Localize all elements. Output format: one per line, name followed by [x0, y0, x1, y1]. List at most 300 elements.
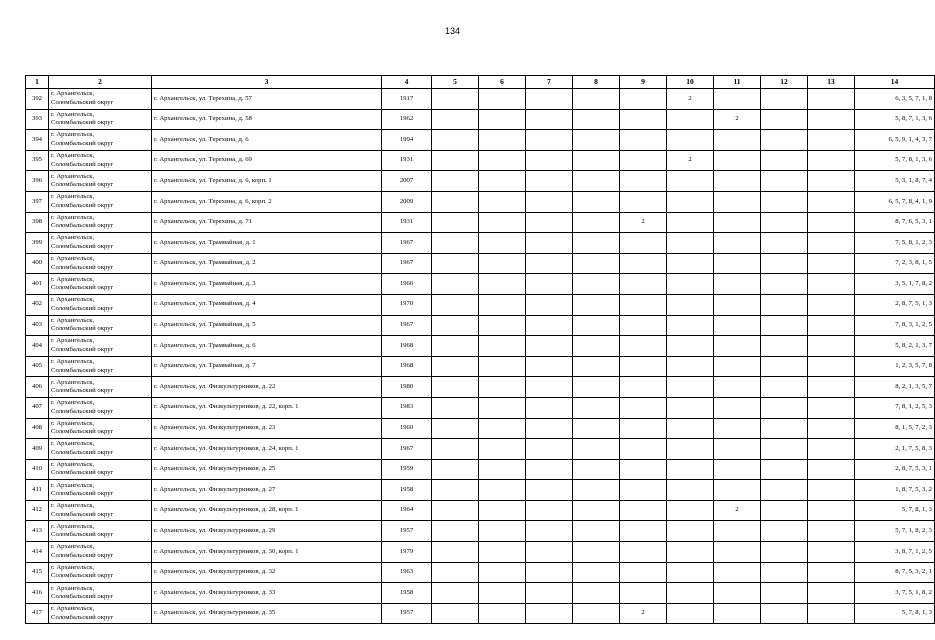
- district-city: г. Архангельск,: [51, 502, 95, 510]
- col9-cell: 2: [620, 603, 667, 624]
- empty-cell: [432, 521, 479, 542]
- empty-cell: [573, 89, 620, 110]
- empty-cell: [573, 356, 620, 377]
- header-row: [26, 76, 935, 89]
- district-area: Соломбальский округ: [51, 613, 114, 621]
- sequence-cell: 7, 8, 3, 1, 2, 5: [855, 315, 935, 336]
- year-cell: 1968: [382, 356, 432, 377]
- empty-cell: [526, 89, 573, 110]
- sequence-cell: 5, 7, 1, 8, 2, 3: [855, 521, 935, 542]
- district-cell: [49, 253, 152, 274]
- address-cell: г. Архангельск, ул. Физкультурников, д. 25: [152, 459, 382, 480]
- col10-cell: [667, 397, 714, 418]
- district-city: г. Архангельск,: [51, 563, 95, 571]
- empty-cell: [808, 377, 855, 398]
- address-cell: г. Архангельск, ул. Физкультурников, д. 22, корп. 1: [152, 397, 382, 418]
- address-cell: г. Архангельск, ул. Физкультурников, д. 23: [152, 418, 382, 439]
- col11-cell: [714, 583, 761, 604]
- district-city: г. Архангельск,: [51, 543, 95, 551]
- district-area: Соломбальский округ: [51, 222, 114, 230]
- empty-cell: [479, 212, 526, 233]
- empty-cell: [479, 130, 526, 151]
- sequence-cell: 8, 2, 1, 3, 5, 7: [855, 377, 935, 398]
- empty-cell: [526, 212, 573, 233]
- column-header: 5: [432, 76, 479, 89]
- district-cell: [49, 500, 152, 521]
- empty-cell: [432, 294, 479, 315]
- col9-cell: [620, 294, 667, 315]
- col11-cell: [714, 377, 761, 398]
- empty-cell: [432, 583, 479, 604]
- sequence-cell: 6, 5, 9, 1, 4, 3, 7: [855, 130, 935, 151]
- year-cell: 1967: [382, 253, 432, 274]
- empty-cell: [808, 130, 855, 151]
- col10-cell: 2: [667, 150, 714, 171]
- empty-cell: [761, 583, 808, 604]
- district-cell: [49, 356, 152, 377]
- empty-cell: [761, 171, 808, 192]
- empty-cell: [761, 459, 808, 480]
- empty-cell: [808, 521, 855, 542]
- empty-cell: [479, 562, 526, 583]
- column-header: 2: [49, 76, 152, 89]
- column-header: 8: [573, 76, 620, 89]
- row-number: 402: [26, 294, 49, 315]
- empty-cell: [432, 439, 479, 460]
- empty-cell: [761, 315, 808, 336]
- col10-cell: [667, 233, 714, 254]
- address-cell: г. Архангельск, ул. Физкультурников, д. 33: [152, 583, 382, 604]
- col11-cell: [714, 253, 761, 274]
- empty-cell: [432, 397, 479, 418]
- col11-cell: [714, 315, 761, 336]
- empty-cell: [808, 109, 855, 130]
- district-city: г. Архангельск,: [51, 234, 95, 242]
- empty-cell: [761, 439, 808, 460]
- year-cell: 1958: [382, 480, 432, 501]
- empty-cell: [432, 212, 479, 233]
- column-header: 14: [855, 76, 935, 89]
- col10-cell: [667, 480, 714, 501]
- col11-cell: [714, 418, 761, 439]
- col9-cell: [620, 500, 667, 521]
- empty-cell: [808, 294, 855, 315]
- table-row: [26, 459, 935, 480]
- empty-cell: [432, 130, 479, 151]
- empty-cell: [479, 274, 526, 295]
- address-cell: г. Архангельск, ул. Трамвайная, д. 3: [152, 274, 382, 295]
- empty-cell: [573, 109, 620, 130]
- district-city: г. Архангельск,: [51, 419, 95, 427]
- empty-cell: [479, 171, 526, 192]
- row-number: 393: [26, 109, 49, 130]
- empty-cell: [432, 336, 479, 357]
- column-header: 4: [382, 76, 432, 89]
- empty-cell: [432, 562, 479, 583]
- empty-cell: [432, 191, 479, 212]
- column-header: 3: [152, 76, 382, 89]
- district-cell: [49, 583, 152, 604]
- year-cell: 1931: [382, 150, 432, 171]
- empty-cell: [526, 274, 573, 295]
- district-city: г. Архангельск,: [51, 131, 95, 139]
- col11-cell: [714, 212, 761, 233]
- empty-cell: [573, 150, 620, 171]
- col11-cell: [714, 562, 761, 583]
- col9-cell: [620, 583, 667, 604]
- empty-cell: [479, 336, 526, 357]
- empty-cell: [808, 439, 855, 460]
- col10-cell: [667, 191, 714, 212]
- row-number: 392: [26, 89, 49, 110]
- year-cell: 1967: [382, 439, 432, 460]
- column-header: 11: [714, 76, 761, 89]
- district-area: Соломбальский округ: [51, 366, 114, 374]
- year-cell: 2007: [382, 171, 432, 192]
- col11-cell: [714, 171, 761, 192]
- district-city: г. Архангельск,: [51, 172, 95, 180]
- row-number: 417: [26, 603, 49, 624]
- col11-cell: [714, 542, 761, 563]
- district-area: Соломбальский округ: [51, 448, 114, 456]
- row-number: 394: [26, 130, 49, 151]
- col9-cell: [620, 542, 667, 563]
- sequence-cell: 2, 1, 7, 5, 8, 3: [855, 439, 935, 460]
- empty-cell: [573, 377, 620, 398]
- empty-cell: [761, 336, 808, 357]
- empty-cell: [761, 356, 808, 377]
- empty-cell: [432, 315, 479, 336]
- empty-cell: [573, 583, 620, 604]
- empty-cell: [761, 542, 808, 563]
- col9-cell: [620, 521, 667, 542]
- district-city: г. Архангельск,: [51, 399, 95, 407]
- empty-cell: [479, 294, 526, 315]
- table-row: [26, 130, 935, 151]
- empty-cell: [526, 418, 573, 439]
- empty-cell: [526, 521, 573, 542]
- district-city: г. Архангельск,: [51, 296, 95, 304]
- district-area: Соломбальский округ: [51, 119, 114, 127]
- empty-cell: [573, 294, 620, 315]
- empty-cell: [573, 130, 620, 151]
- district-city: г. Архангельск,: [51, 584, 95, 592]
- col9-cell: [620, 315, 667, 336]
- empty-cell: [479, 500, 526, 521]
- district-city: г. Архангельск,: [51, 193, 95, 201]
- col11-cell: [714, 397, 761, 418]
- address-cell: г. Архангельск, ул. Трамвайная, д. 5: [152, 315, 382, 336]
- table-row: [26, 377, 935, 398]
- empty-cell: [573, 603, 620, 624]
- sequence-cell: 3, 8, 7, 1, 2, 5: [855, 542, 935, 563]
- address-cell: г. Архангельск, ул. Физкультурников, д. 22: [152, 377, 382, 398]
- empty-cell: [761, 377, 808, 398]
- empty-cell: [808, 336, 855, 357]
- data-table: [25, 75, 935, 624]
- empty-cell: [526, 500, 573, 521]
- empty-cell: [761, 562, 808, 583]
- district-cell: [49, 377, 152, 398]
- col10-cell: [667, 562, 714, 583]
- year-cell: 1959: [382, 459, 432, 480]
- year-cell: 1970: [382, 294, 432, 315]
- table-row: [26, 294, 935, 315]
- empty-cell: [479, 397, 526, 418]
- district-area: Соломбальский округ: [51, 551, 114, 559]
- empty-cell: [526, 109, 573, 130]
- empty-cell: [573, 171, 620, 192]
- empty-cell: [526, 480, 573, 501]
- col11-cell: [714, 521, 761, 542]
- district-cell: [49, 336, 152, 357]
- col10-cell: [667, 336, 714, 357]
- sequence-cell: 5, 8, 2, 1, 3, 7: [855, 336, 935, 357]
- district-city: г. Архангельск,: [51, 316, 95, 324]
- sequence-cell: 8, 7, 5, 3, 2, 1: [855, 562, 935, 583]
- year-cell: 1980: [382, 377, 432, 398]
- empty-cell: [526, 191, 573, 212]
- table-row: [26, 542, 935, 563]
- empty-cell: [761, 480, 808, 501]
- district-area: Соломбальский округ: [51, 139, 114, 147]
- empty-cell: [432, 500, 479, 521]
- empty-cell: [808, 315, 855, 336]
- row-number: 399: [26, 233, 49, 254]
- district-cell: [49, 233, 152, 254]
- empty-cell: [808, 603, 855, 624]
- empty-cell: [432, 356, 479, 377]
- page-number: 134: [444, 26, 461, 36]
- col10-cell: [667, 171, 714, 192]
- district-city: г. Архангельск,: [51, 213, 95, 221]
- empty-cell: [526, 439, 573, 460]
- empty-cell: [808, 89, 855, 110]
- column-header: 9: [620, 76, 667, 89]
- row-number: 396: [26, 171, 49, 192]
- empty-cell: [479, 191, 526, 212]
- empty-cell: [526, 253, 573, 274]
- empty-cell: [479, 480, 526, 501]
- row-number: 415: [26, 562, 49, 583]
- sequence-cell: 5, 3, 1, 8, 7, 4: [855, 171, 935, 192]
- address-cell: г. Архангельск, ул. Трамвайная, д. 4: [152, 294, 382, 315]
- col10-cell: [667, 109, 714, 130]
- empty-cell: [573, 459, 620, 480]
- year-cell: 1960: [382, 418, 432, 439]
- table-row: [26, 418, 935, 439]
- table-row: [26, 89, 935, 110]
- sequence-cell: 6, 3, 5, 7, 1, 8: [855, 89, 935, 110]
- empty-cell: [526, 233, 573, 254]
- col9-cell: [620, 89, 667, 110]
- table-row: [26, 150, 935, 171]
- row-number: 404: [26, 336, 49, 357]
- sequence-cell: 3, 5, 1, 7, 8, 2: [855, 274, 935, 295]
- empty-cell: [479, 439, 526, 460]
- empty-cell: [479, 521, 526, 542]
- year-cell: 1968: [382, 336, 432, 357]
- empty-cell: [479, 89, 526, 110]
- empty-cell: [573, 418, 620, 439]
- empty-cell: [526, 459, 573, 480]
- district-area: Соломбальский округ: [51, 304, 114, 312]
- district-cell: [49, 191, 152, 212]
- row-number: 408: [26, 418, 49, 439]
- col10-cell: [667, 603, 714, 624]
- district-area: Соломбальский округ: [51, 593, 114, 601]
- empty-cell: [573, 480, 620, 501]
- district-city: г. Архангельск,: [51, 358, 95, 366]
- year-cell: 1967: [382, 315, 432, 336]
- district-area: Соломбальский округ: [51, 263, 114, 271]
- col9-cell: [620, 253, 667, 274]
- address-cell: г. Архангельск, ул. Физкультурников, д. 28, корп. 1: [152, 500, 382, 521]
- year-cell: 1966: [382, 274, 432, 295]
- table-row: [26, 315, 935, 336]
- empty-cell: [479, 459, 526, 480]
- empty-cell: [526, 583, 573, 604]
- empty-cell: [808, 500, 855, 521]
- district-cell: [49, 150, 152, 171]
- address-cell: г. Архангельск, ул. Терехина, д. 6, корп. 2: [152, 191, 382, 212]
- col10-cell: [667, 315, 714, 336]
- empty-cell: [808, 418, 855, 439]
- empty-cell: [479, 603, 526, 624]
- empty-cell: [808, 562, 855, 583]
- empty-cell: [808, 233, 855, 254]
- empty-cell: [432, 253, 479, 274]
- year-cell: 1967: [382, 233, 432, 254]
- empty-cell: [808, 480, 855, 501]
- col11-cell: [714, 294, 761, 315]
- empty-cell: [479, 150, 526, 171]
- district-area: Соломбальский округ: [51, 531, 114, 539]
- col10-cell: [667, 418, 714, 439]
- empty-cell: [526, 294, 573, 315]
- col9-cell: [620, 150, 667, 171]
- col11-cell: [714, 603, 761, 624]
- empty-cell: [526, 150, 573, 171]
- district-city: г. Архангельск,: [51, 522, 95, 530]
- district-area: Соломбальский округ: [51, 160, 114, 168]
- empty-cell: [808, 356, 855, 377]
- col11-cell: 2: [714, 109, 761, 130]
- empty-cell: [526, 562, 573, 583]
- district-area: Соломбальский округ: [51, 428, 114, 436]
- empty-cell: [761, 233, 808, 254]
- empty-cell: [526, 542, 573, 563]
- empty-cell: [479, 583, 526, 604]
- col11-cell: [714, 274, 761, 295]
- empty-cell: [573, 439, 620, 460]
- row-number: 400: [26, 253, 49, 274]
- year-cell: 1963: [382, 562, 432, 583]
- empty-cell: [808, 150, 855, 171]
- empty-cell: [479, 109, 526, 130]
- district-cell: [49, 130, 152, 151]
- empty-cell: [432, 603, 479, 624]
- year-cell: 1962: [382, 109, 432, 130]
- empty-cell: [432, 89, 479, 110]
- empty-cell: [479, 377, 526, 398]
- empty-cell: [761, 603, 808, 624]
- district-area: Соломбальский округ: [51, 201, 114, 209]
- district-cell: [49, 109, 152, 130]
- table-row: [26, 171, 935, 192]
- row-number: 398: [26, 212, 49, 233]
- empty-cell: [479, 315, 526, 336]
- district-area: Соломбальский округ: [51, 490, 114, 498]
- sequence-cell: 5, 7, 8, 1, 3: [855, 500, 935, 521]
- address-cell: г. Архангельск, ул. Терехина, д. 57: [152, 89, 382, 110]
- table-row: [26, 480, 935, 501]
- empty-cell: [573, 521, 620, 542]
- empty-cell: [808, 542, 855, 563]
- district-cell: [49, 480, 152, 501]
- empty-cell: [526, 603, 573, 624]
- empty-cell: [573, 336, 620, 357]
- empty-cell: [526, 397, 573, 418]
- col9-cell: [620, 274, 667, 295]
- empty-cell: [761, 521, 808, 542]
- row-number: 401: [26, 274, 49, 295]
- empty-cell: [526, 356, 573, 377]
- col10-cell: [667, 439, 714, 460]
- year-cell: 1957: [382, 603, 432, 624]
- empty-cell: [761, 130, 808, 151]
- table-row: [26, 439, 935, 460]
- table-row: [26, 336, 935, 357]
- empty-cell: [432, 542, 479, 563]
- sequence-cell: 5, 8, 7, 1, 3, 6: [855, 109, 935, 130]
- empty-cell: [526, 315, 573, 336]
- empty-cell: [573, 253, 620, 274]
- district-area: Соломбальский округ: [51, 325, 114, 333]
- address-cell: г. Архангельск, ул. Трамвайная, д. 6: [152, 336, 382, 357]
- col9-cell: [620, 459, 667, 480]
- empty-cell: [526, 377, 573, 398]
- col11-cell: [714, 191, 761, 212]
- address-cell: г. Архангельск, ул. Физкультурников, д. 30, корп. 1: [152, 542, 382, 563]
- empty-cell: [432, 233, 479, 254]
- district-cell: [49, 89, 152, 110]
- column-header: 1: [26, 76, 49, 89]
- district-city: г. Архангельск,: [51, 255, 95, 263]
- year-cell: 1958: [382, 583, 432, 604]
- col11-cell: [714, 336, 761, 357]
- sequence-cell: 5, 7, 8, 1, 3: [855, 603, 935, 624]
- row-number: 416: [26, 583, 49, 604]
- empty-cell: [432, 109, 479, 130]
- district-area: Соломбальский округ: [51, 510, 114, 518]
- year-cell: 1983: [382, 397, 432, 418]
- table-row: [26, 191, 935, 212]
- sequence-cell: 8, 1, 5, 7, 2, 3: [855, 418, 935, 439]
- address-cell: г. Архангельск, ул. Трамвайная, д. 2: [152, 253, 382, 274]
- address-cell: г. Архангельск, ул. Физкультурников, д. 32: [152, 562, 382, 583]
- row-number: 397: [26, 191, 49, 212]
- district-area: Соломбальский округ: [51, 284, 114, 292]
- row-number: 413: [26, 521, 49, 542]
- district-cell: [49, 521, 152, 542]
- col10-cell: [667, 274, 714, 295]
- col10-cell: [667, 521, 714, 542]
- district-cell: [49, 274, 152, 295]
- row-number: 395: [26, 150, 49, 171]
- row-number: 412: [26, 500, 49, 521]
- address-cell: г. Архангельск, ул. Терехина, д. 69: [152, 150, 382, 171]
